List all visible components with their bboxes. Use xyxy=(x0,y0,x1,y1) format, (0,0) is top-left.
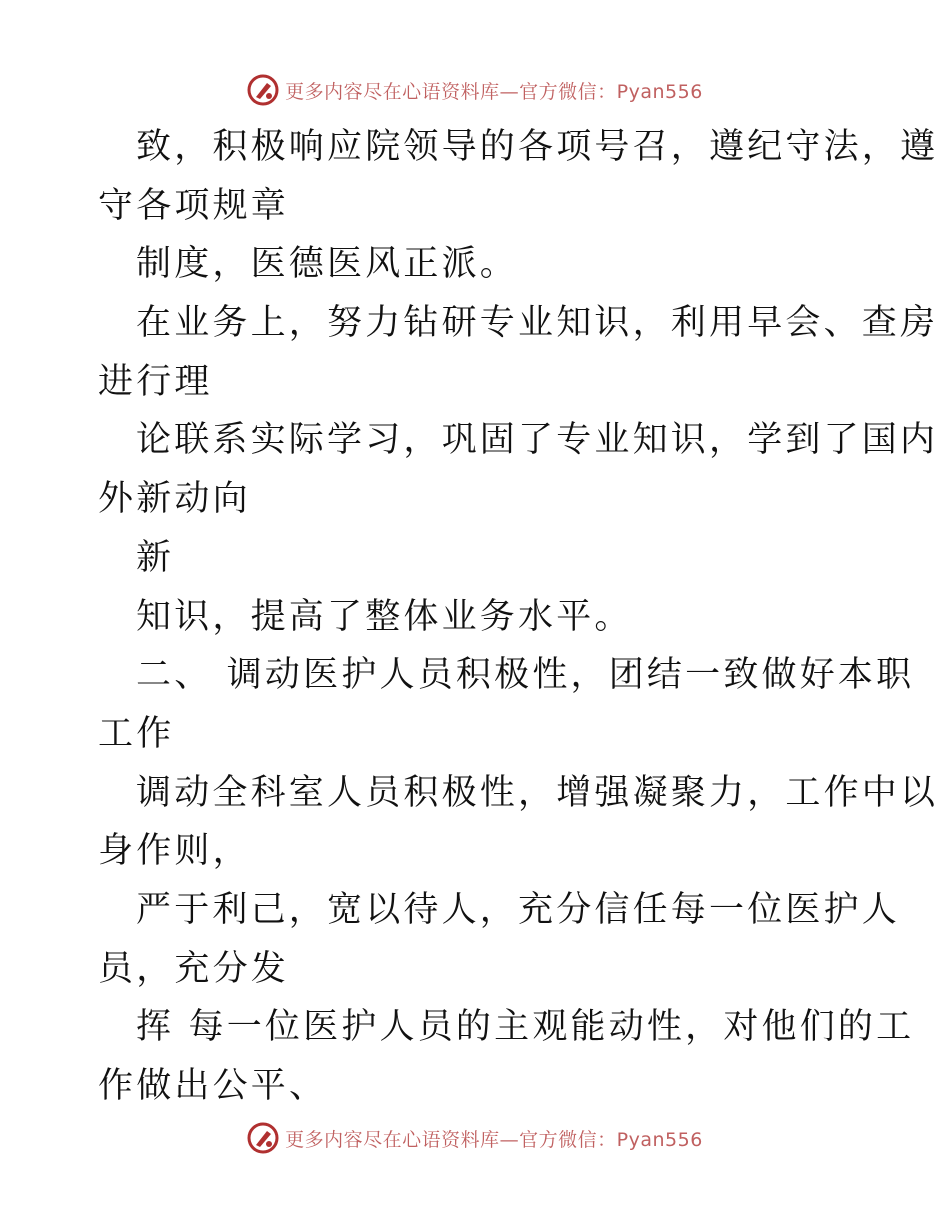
document-body xyxy=(98,118,939,1116)
text-line: 员，充分发 xyxy=(98,948,290,989)
text-line: 身作则， xyxy=(98,831,251,872)
text-line: 新 xyxy=(136,537,175,578)
text-line: 工作 xyxy=(98,713,175,754)
text-line: 制度，医德医风正派。 xyxy=(136,244,519,285)
text-line: 作做出公平、 xyxy=(98,1066,328,1106)
text-line: 调动全科室人员积极性，增强凝聚力，工作中以 xyxy=(136,772,939,813)
watermark-text: 更多内容尽在心语资料库—官方微信：Pyan556 xyxy=(285,80,703,103)
text-line: 严于利己，宽以待人，充分信任每一位医护人 xyxy=(136,889,901,930)
text-line: 知识，提高了整体业务水平。 xyxy=(136,596,633,637)
text-line: 进行理 xyxy=(98,361,213,402)
text-line: 挥 每一位医护人员的主观能动性，对他们的工 xyxy=(136,1007,915,1048)
pen-seal-logo-icon xyxy=(247,74,279,106)
text-line: 论联系实际学习，巩固了专业知识，学到了国内 xyxy=(136,420,939,461)
text-line: 外新动向 xyxy=(98,479,251,520)
watermark-footer xyxy=(0,1118,950,1158)
pen-seal-logo-icon xyxy=(247,1122,279,1154)
text-line: 在业务上，努力钻研专业知识，利用早会、查房 xyxy=(136,303,939,344)
text-line: 致，积极响应院领导的各项号召，遵纪守法，遵 xyxy=(136,127,939,167)
text-line: 二、 调动医护人员积极性，团结一致做好本职 xyxy=(136,655,915,696)
watermark-text: 更多内容尽在心语资料库—官方微信：Pyan556 xyxy=(285,1128,703,1151)
watermark-header xyxy=(0,70,950,110)
text-line: 守各项规章 xyxy=(98,185,290,226)
